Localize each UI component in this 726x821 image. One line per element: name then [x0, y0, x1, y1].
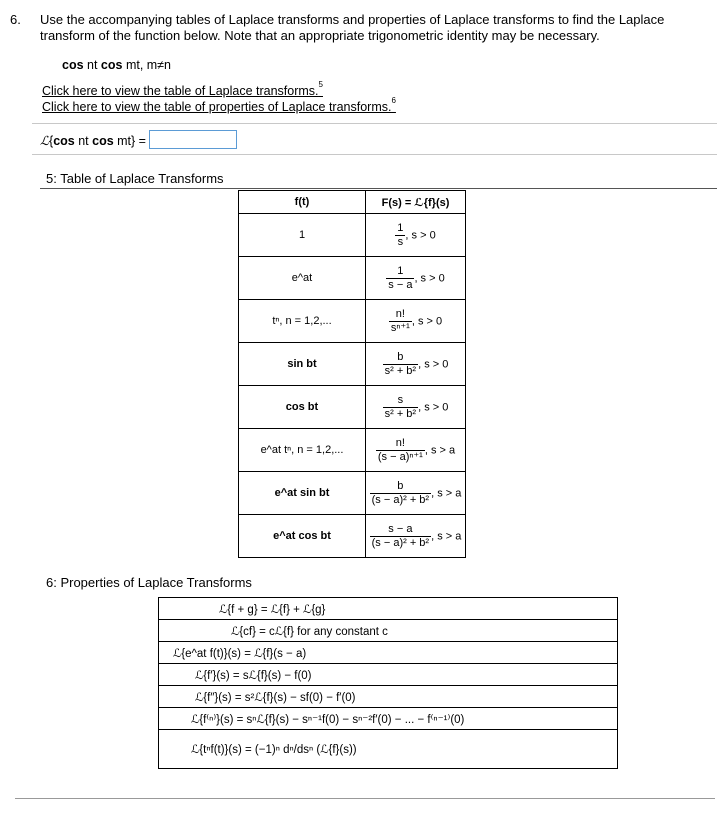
fs-cell: $\frac{s - a}{\text{(s − a)² + b²}}$ , s > a	[366, 515, 466, 558]
laplace-properties-table	[158, 597, 618, 769]
answer-label: ℒ{cos nt cos mt} =	[40, 133, 146, 148]
ft-cell: tⁿ, n = 1,2,...	[239, 300, 366, 343]
laplace-transforms-table	[238, 190, 466, 558]
question-number: 6.	[10, 12, 21, 27]
divider	[15, 798, 715, 799]
table-row	[239, 257, 466, 300]
table-row	[239, 343, 466, 386]
table6-title: 6: Properties of Laplace Transforms	[46, 575, 252, 590]
property-cell: ℒ{f″}(s) = s²ℒ{f}(s) − sf(0) − f′(0)	[159, 686, 618, 708]
property-cell: ℒ{f⁽ⁿ⁾}(s) = sⁿℒ{f}(s) − sⁿ⁻¹f(0) − sⁿ⁻²f′(0) − ... − f⁽ⁿ⁻¹⁾(0)	[159, 708, 618, 730]
table-row	[159, 730, 618, 769]
divider	[32, 123, 717, 124]
divider	[32, 154, 717, 155]
table-row	[159, 642, 618, 664]
header-fs: F(s) = ℒ{f}(s)	[366, 191, 466, 214]
table-row	[239, 472, 466, 515]
table-row	[239, 386, 466, 429]
fs-cell: $\frac{b}{\text{(s − a)² + b²}}$ , s > a	[366, 472, 466, 515]
property-cell: ℒ{e^at f(t)}(s) = ℒ{f}(s − a)	[159, 642, 618, 664]
table-row	[239, 515, 466, 558]
table-row	[159, 708, 618, 730]
question-text: Use the accompanying tables of Laplace transforms and properties of Laplace transforms to find the Laplace transform of the function below. Note that an appropriate trigonometric identity may be necessary.	[40, 12, 665, 43]
fs-cell: $\frac{b}{\text{s² + b²}}$ , s > 0	[366, 343, 466, 386]
property-cell: ℒ{tⁿf(t)}(s) = (−1)ⁿ dⁿ/dsⁿ (ℒ{f}(s))	[159, 730, 618, 769]
property-cell: ℒ{cf} = cℒ{f} for any constant c	[159, 620, 618, 642]
answer-input[interactable]	[149, 130, 237, 149]
table-row	[159, 598, 618, 620]
table5-title: 5: Table of Laplace Transforms	[46, 171, 224, 186]
fs-cell: $\frac{1}{s - a}$ , s > 0	[366, 257, 466, 300]
ft-cell: e^at tⁿ, n = 1,2,...	[239, 429, 366, 472]
ft-cell: sin bt	[239, 343, 366, 386]
function-expression: cos nt cos mt, m≠n	[62, 58, 171, 72]
fs-cell: $\frac{n!}{\text{(s − a)ⁿ⁺¹}}$ , s > a	[366, 429, 466, 472]
ft-cell: 1	[239, 214, 366, 257]
fs-cell: $\frac{n!}{\text{sⁿ⁺¹}}$ , s > 0	[366, 300, 466, 343]
laplace-table-link[interactable]: Click here to view the table of Laplace transforms.$^5$	[42, 80, 323, 98]
laplace-properties-link[interactable]: Click here to view the table of properties of Laplace transforms.$^6$	[42, 96, 396, 114]
table-row	[159, 664, 618, 686]
ft-cell: e^at sin bt	[239, 472, 366, 515]
table-row	[239, 429, 466, 472]
fs-cell: $\frac{s}{\text{s² + b²}}$ , s > 0	[366, 386, 466, 429]
header-ft: f(t)	[239, 191, 366, 214]
table-row	[159, 620, 618, 642]
table-row	[239, 214, 466, 257]
property-cell: ℒ{f + g} = ℒ{f} + ℒ{g}	[159, 598, 618, 620]
property-cell: ℒ{f′}(s) = sℒ{f}(s) − f(0)	[159, 664, 618, 686]
fs-cell: $\frac{1}{s}$ , s > 0	[366, 214, 466, 257]
table-row	[159, 686, 618, 708]
ft-cell: e^at cos bt	[239, 515, 366, 558]
ft-cell: e^at	[239, 257, 366, 300]
divider	[40, 188, 717, 189]
ft-cell: cos bt	[239, 386, 366, 429]
table-row	[239, 300, 466, 343]
